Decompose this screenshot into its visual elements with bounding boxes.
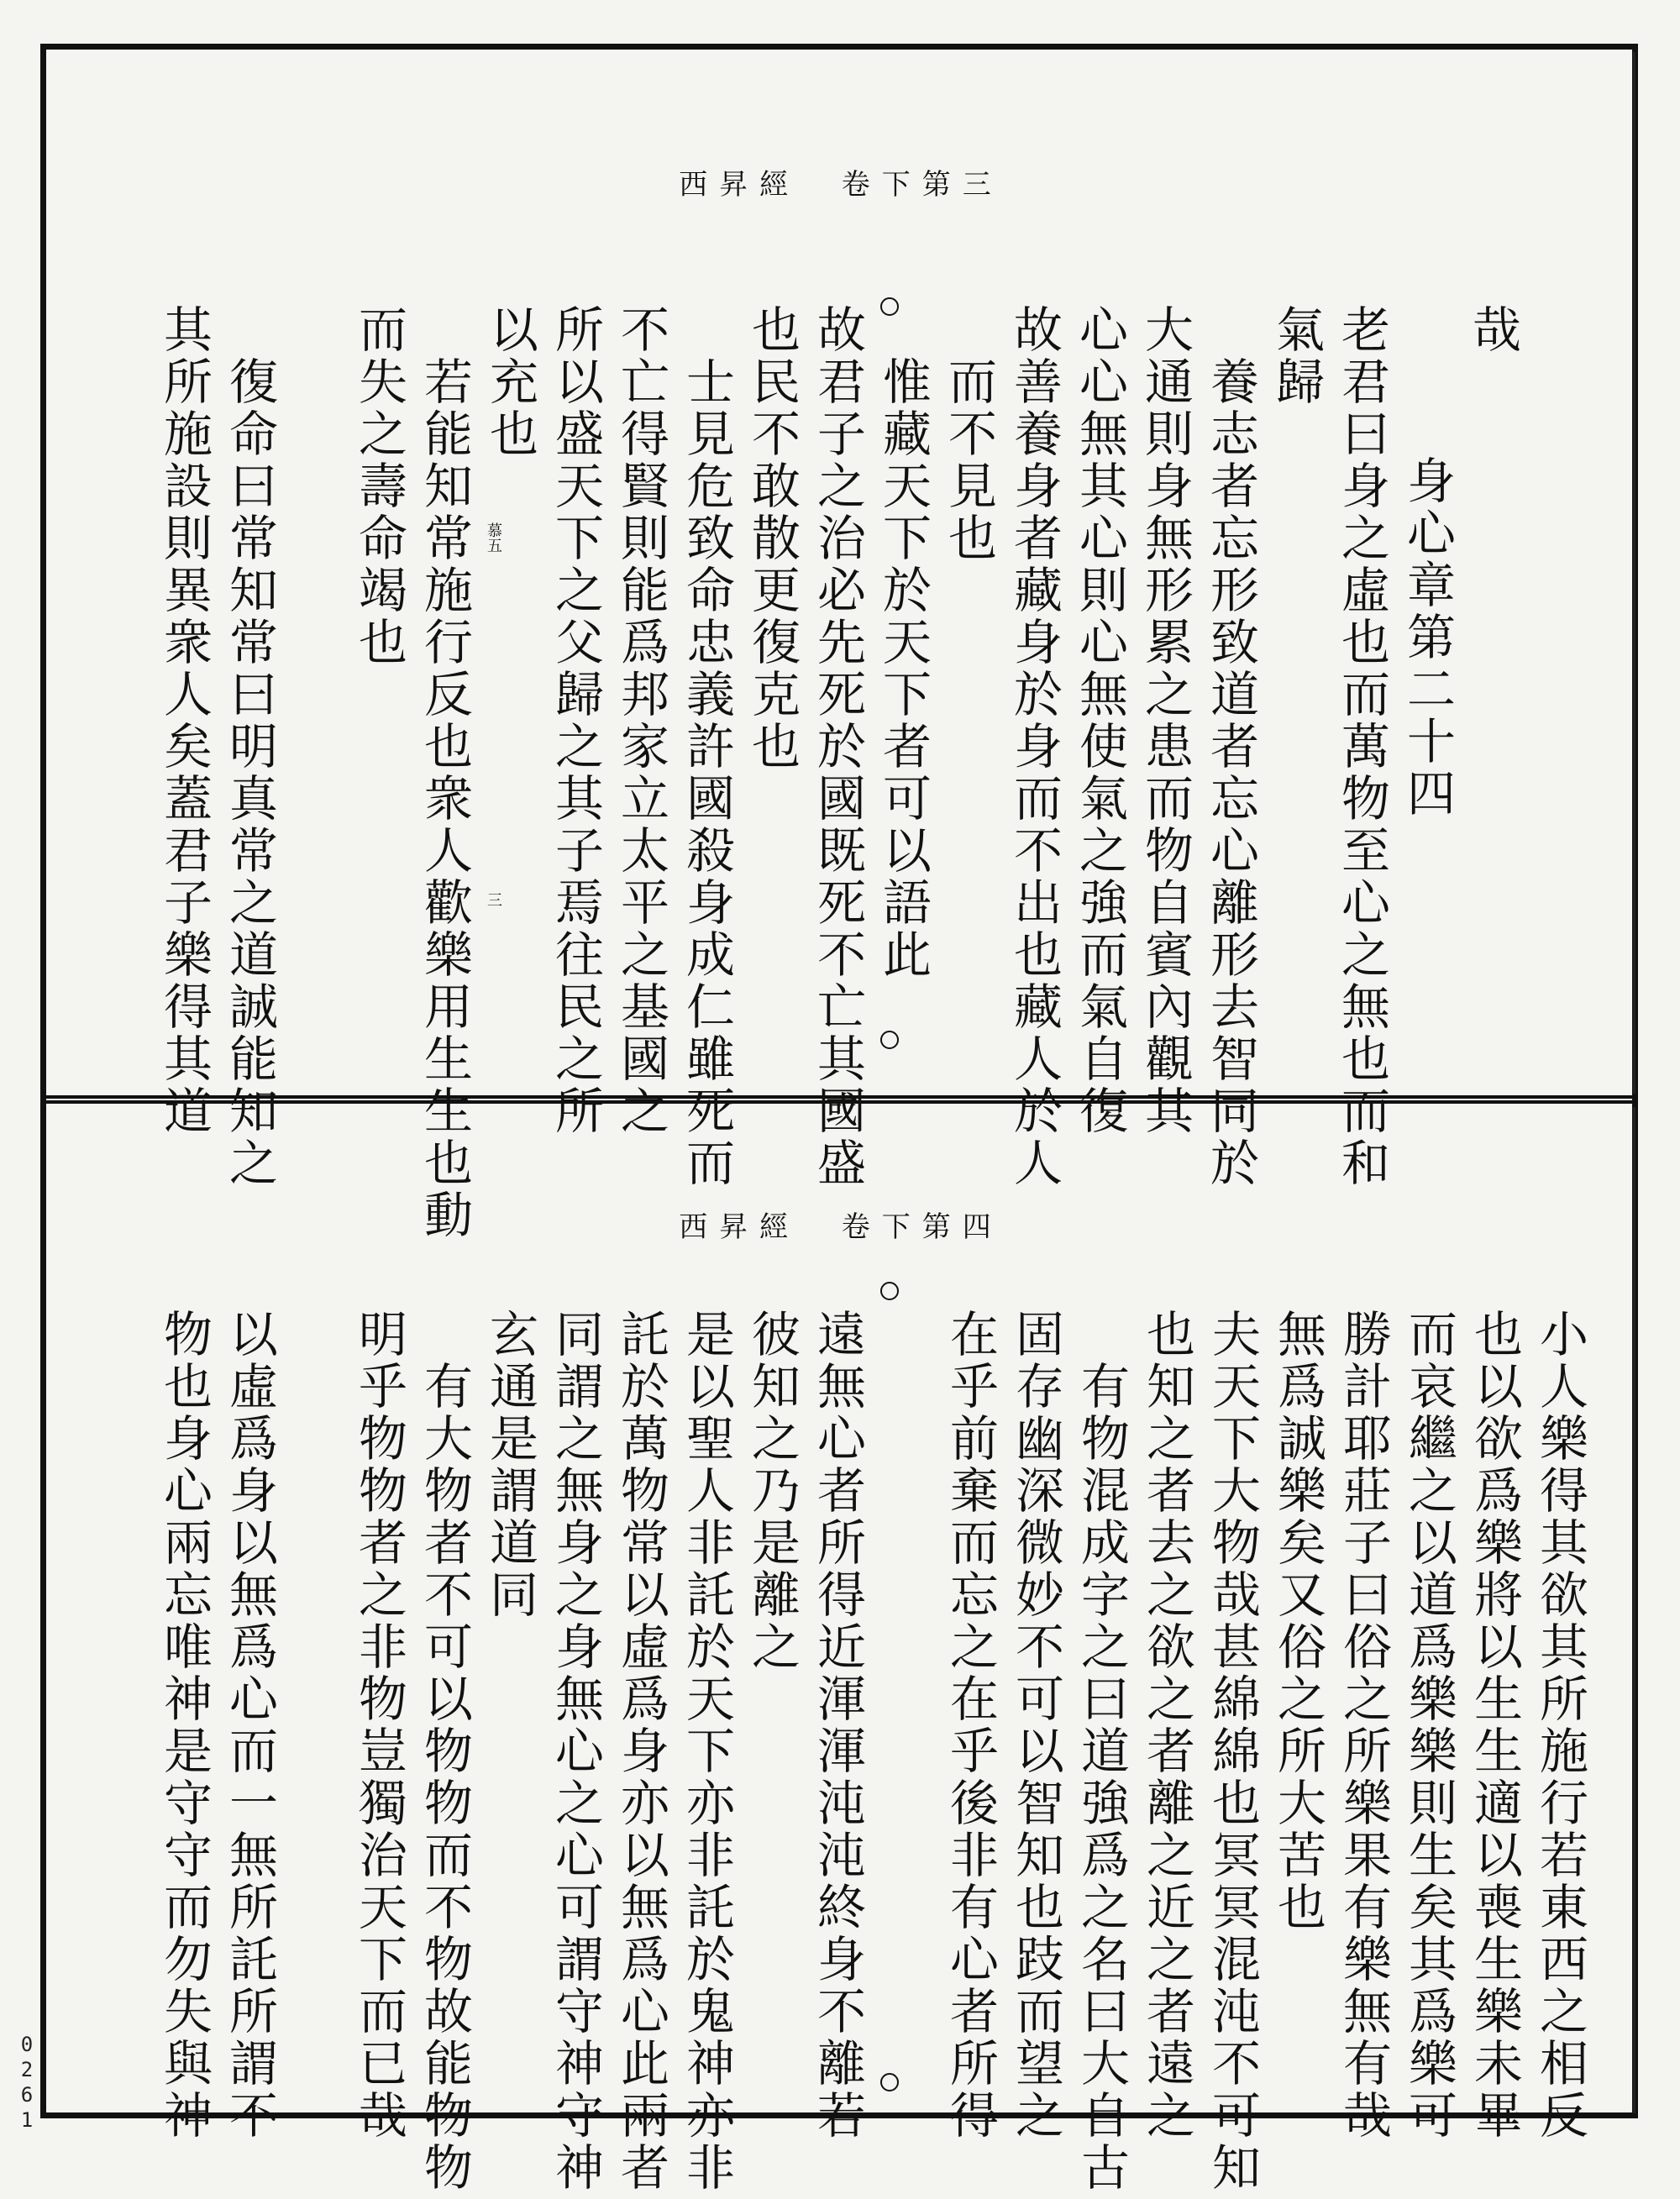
text-column: 遠無心者所得近渾渾沌沌終身不離若	[809, 1309, 866, 2142]
text-column: 而不見也	[940, 304, 997, 564]
bottom-page-header: 西昇經 卷下第四	[679, 1210, 1003, 1244]
text-column: 彼知之乃是離之	[743, 1309, 801, 1673]
text-column: 哉	[1464, 304, 1521, 356]
marginal-note: 慕五	[485, 522, 502, 553]
circle-mark-icon	[880, 1031, 899, 1049]
text-column: 大通則身無形累之患而物自賓內觀其	[1137, 304, 1194, 1137]
text-column: 不亡得賢則能爲邦家立太平之基國之	[612, 304, 669, 1137]
text-column: 也民不敢散更復克也	[743, 304, 801, 773]
text-column: 而哀繼之以道爲樂樂則生矣其爲樂可	[1400, 1309, 1457, 2142]
circle-mark-icon	[880, 297, 899, 316]
text-column: 心心無其心則心無使氣之強而氣自復	[1071, 304, 1128, 1137]
text-column: 惟藏天下於天下者可以語此	[874, 304, 932, 981]
text-column: 也以欲爲樂將以生生適以喪生樂未畢	[1466, 1309, 1523, 2142]
text-column: 若能知常施行反也衆人歡樂用生生也動	[416, 304, 473, 1241]
circle-mark-icon	[880, 2073, 899, 2091]
text-column: 託於萬物常以虛爲身亦以無爲心此兩者	[612, 1309, 669, 2194]
text-column: 身心章第二十四	[1399, 403, 1456, 820]
text-column: 有大物者不可以物物而不物故能物物	[416, 1309, 473, 2194]
text-column: 其所施設則異衆人矣蓋君子樂得其道	[155, 304, 213, 1137]
text-column: 也知之者去之欲之者離之近之者遠之	[1138, 1309, 1195, 2142]
circle-mark-icon	[880, 1282, 899, 1300]
text-column: 復命曰常知常曰明真常之道誠能知之	[221, 304, 278, 1189]
text-column: 玄通是謂道同	[481, 1309, 538, 1621]
text-column: 小人樂得其欲其所施行若東西之相反	[1531, 1309, 1588, 2142]
text-column: 夫天下大物哉甚綿綿也冥冥混沌不可知	[1204, 1309, 1261, 2194]
text-column: 所以盛天下之父歸之其子焉往民之所	[547, 304, 604, 1137]
text-column: 是以聖人非託於天下亦非託於鬼神亦非	[678, 1309, 735, 2194]
text-column: 士見危致命忠義許國殺身成仁雖死而	[678, 304, 735, 1189]
text-column: 同謂之無身之身無心之心可謂守神守神	[547, 1309, 604, 2194]
text-column: 以充也	[481, 304, 538, 460]
marginal-note: 三	[485, 892, 502, 907]
text-column: 無爲誠樂矣又俗之所大苦也	[1269, 1309, 1326, 1934]
text-column: 老君曰身之虛也而萬物至心之無也而和	[1333, 304, 1390, 1189]
text-column: 在乎前棄而忘之在乎後非有心者所得	[942, 1309, 999, 2142]
text-column: 而失之壽命竭也	[350, 304, 407, 669]
text-column: 明乎物物者之非物豈獨治天下而已哉	[350, 1309, 407, 2142]
text-column: 故善養身者藏身於身而不出也藏人於人	[1005, 304, 1063, 1189]
text-column: 養志者忘形致道者忘心離形去智同於	[1202, 304, 1259, 1189]
page-number: 0261	[15, 2033, 39, 2133]
text-column: 以虛爲身以無爲心而一無所託所謂不	[221, 1309, 278, 2142]
text-column: 固存幽深微妙不可以智知也跂而望之	[1007, 1309, 1064, 2142]
text-column: 氣歸	[1268, 304, 1325, 408]
text-column: 物也身心兩忘唯神是守守而勿失與神	[155, 1309, 213, 2142]
top-page-header: 西昇經 卷下第三	[679, 168, 1003, 202]
text-column: 有物混成字之曰道強爲之名曰大自古	[1073, 1309, 1130, 2194]
text-column: 勝計耶莊子曰俗之所樂果有樂無有哉	[1335, 1309, 1392, 2142]
bottom-page-panel	[49, 1107, 1635, 2194]
text-column: 故君子之治必先死於國既死不亡其國盛	[809, 304, 866, 1189]
